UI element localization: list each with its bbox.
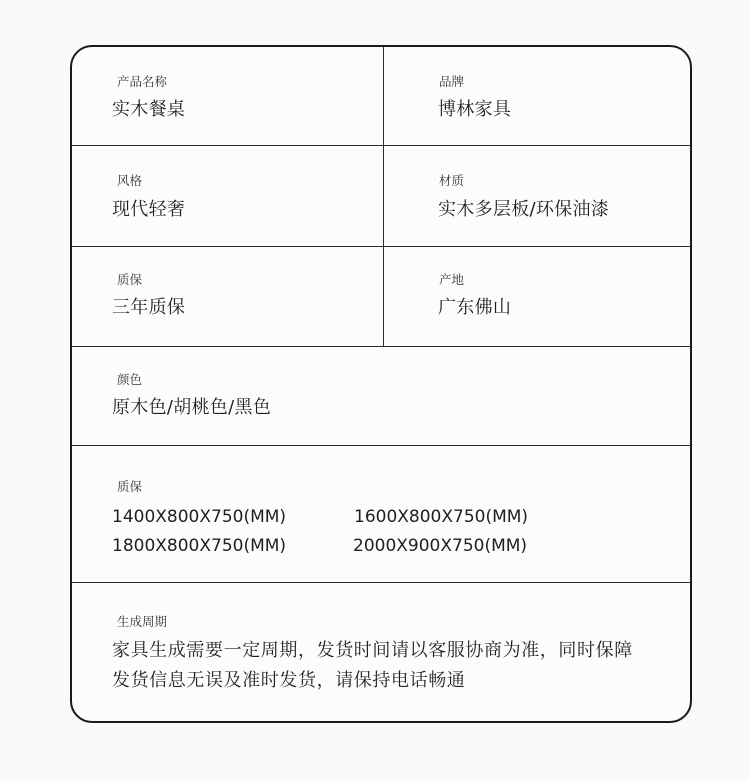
color-label: 颜色 bbox=[117, 372, 143, 387]
spec-row-5 bbox=[72, 446, 690, 583]
product-name-label: 产品名称 bbox=[117, 74, 168, 89]
origin-cell bbox=[383, 247, 690, 346]
product-name-value: 实木餐桌 bbox=[112, 99, 186, 120]
product-name-cell bbox=[72, 47, 383, 145]
origin-value: 广东佛山 bbox=[438, 297, 512, 318]
size-option: 1400X800X750(MM) bbox=[112, 507, 287, 527]
material-cell bbox=[383, 146, 690, 246]
warranty-cell bbox=[72, 247, 383, 346]
origin-label: 产地 bbox=[439, 272, 465, 287]
style-cell bbox=[72, 146, 383, 246]
warranty-value: 三年质保 bbox=[112, 297, 186, 318]
size-option: 1600X800X750(MM) bbox=[354, 507, 529, 527]
style-value: 现代轻奢 bbox=[112, 199, 186, 220]
spec-row-2 bbox=[72, 146, 690, 247]
warranty-label: 质保 bbox=[117, 272, 143, 287]
production-cycle-cell bbox=[72, 583, 690, 721]
color-cell bbox=[72, 347, 690, 445]
product-spec-card bbox=[70, 45, 692, 723]
production-cycle-label: 生成周期 bbox=[117, 614, 168, 629]
spec-row-3 bbox=[72, 247, 690, 347]
brand-value: 博林家具 bbox=[438, 99, 512, 120]
size-option: 2000X900X750(MM) bbox=[353, 536, 528, 556]
size-option: 1800X800X750(MM) bbox=[112, 536, 287, 556]
production-cycle-line: 发货信息无误及准时发货，请保持电话畅通 bbox=[112, 670, 466, 691]
spec-row-6 bbox=[72, 583, 690, 721]
material-label: 材质 bbox=[439, 173, 465, 188]
spec-row-1 bbox=[72, 47, 690, 146]
production-cycle-line: 家具生成需要一定周期，发货时间请以客服协商为准，同时保障 bbox=[112, 640, 633, 661]
style-label: 风格 bbox=[117, 173, 143, 188]
brand-cell bbox=[383, 47, 690, 145]
color-value: 原木色/胡桃色/黑色 bbox=[112, 397, 272, 418]
material-value: 实木多层板/环保油漆 bbox=[438, 199, 610, 220]
spec-row-4 bbox=[72, 347, 690, 446]
sizes-cell bbox=[72, 446, 690, 582]
brand-label: 品牌 bbox=[439, 74, 465, 89]
sizes-label: 质保 bbox=[117, 479, 143, 494]
